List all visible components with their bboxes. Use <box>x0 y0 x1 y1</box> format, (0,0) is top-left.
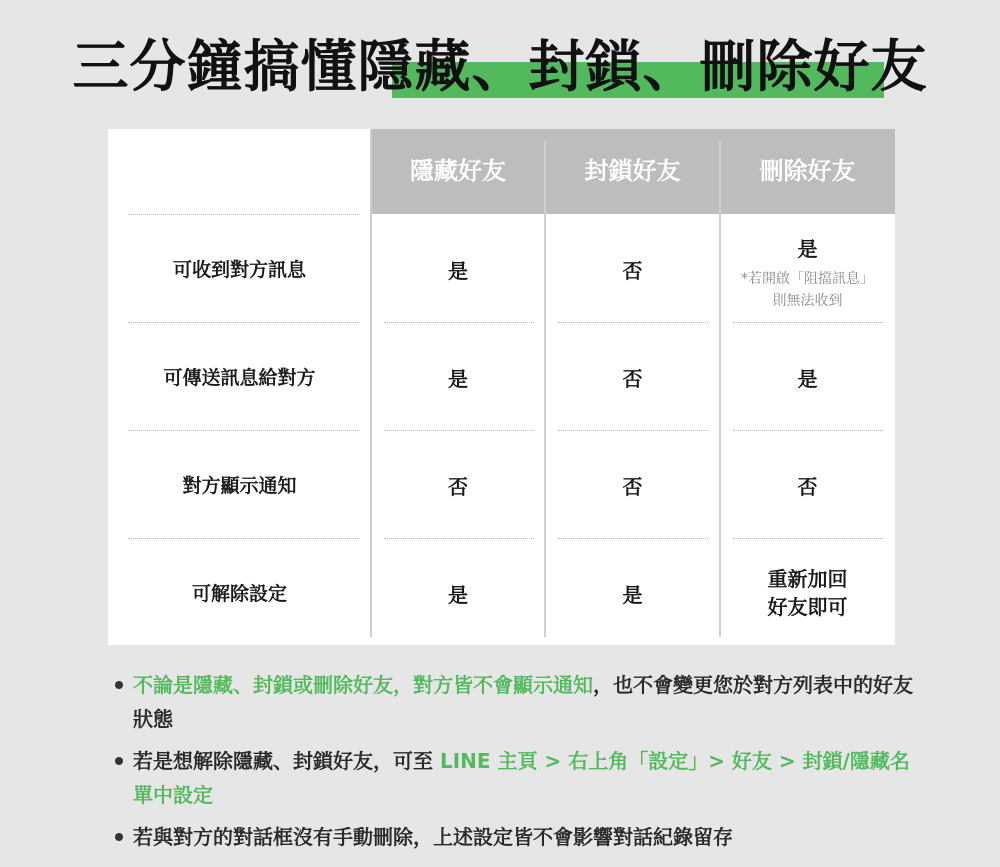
cell-note-line2: 則無法收到 <box>772 293 843 309</box>
row-divider <box>128 214 360 215</box>
row-divider <box>128 538 360 539</box>
row-divider <box>384 430 534 431</box>
row-label-notify: 對方顯示通知 <box>182 475 297 497</box>
title-area <box>0 30 1000 110</box>
row-divider <box>733 430 883 431</box>
row-divider <box>128 322 360 323</box>
cell-receive-delete <box>720 233 895 312</box>
note1-highlight: 不論是隱藏、封鎖或刪除好友，對方皆不會顯示通知 <box>133 673 593 697</box>
cell-undo-hide: 是 <box>448 583 468 607</box>
cell-receive-delete-value: 是 <box>797 237 818 261</box>
row-divider <box>558 430 708 431</box>
header-block: 封鎖好友 <box>584 157 681 185</box>
comparison-table <box>108 129 895 645</box>
note-item <box>115 668 915 736</box>
row-label-send: 可傳送訊息給對方 <box>163 367 316 389</box>
row-divider <box>558 538 708 539</box>
row-divider <box>384 538 534 539</box>
cell-undo-delete-line2: 好友即可 <box>767 595 848 619</box>
row-divider <box>558 322 708 323</box>
note1-text: ，也不會變更您於對方列表中的好友狀態 <box>133 673 913 731</box>
notes-list <box>115 668 915 862</box>
cell-undo-delete <box>720 565 895 621</box>
note2-highlight: LINE 主頁 > 右上角「設定」> 好友 > 封鎖/隱藏名單中設定 <box>133 749 910 807</box>
note2-text: 若是想解除隱藏、封鎖好友，可至 <box>133 749 440 773</box>
header-hide: 隱藏好友 <box>410 157 506 185</box>
cell-receive-hide: 是 <box>448 259 468 283</box>
cell-receive-block: 否 <box>622 259 643 283</box>
cell-notify-hide: 否 <box>448 475 468 499</box>
row-label-receive: 可收到對方訊息 <box>172 259 306 281</box>
cell-notify-block: 否 <box>622 475 643 499</box>
cell-send-block: 否 <box>622 367 643 391</box>
note-item <box>115 820 915 854</box>
cell-note-line1: *若開啟「阻擋訊息」 <box>741 271 874 287</box>
row-label-undo: 可解除設定 <box>191 583 287 605</box>
note-item <box>115 744 915 812</box>
cell-notify-delete: 否 <box>797 475 818 499</box>
bullet-dot-icon <box>115 833 123 841</box>
bullet-dot-icon <box>115 757 123 765</box>
page-title: 三分鐘搞懂隱藏、封鎖、刪除好友 <box>72 35 928 100</box>
header-delete: 刪除好友 <box>759 157 856 185</box>
cell-undo-delete-line1: 重新加回 <box>767 567 848 591</box>
row-divider <box>733 538 883 539</box>
cell-send-delete: 是 <box>797 367 818 391</box>
row-divider <box>384 322 534 323</box>
cell-send-hide: 是 <box>448 367 468 391</box>
row-divider <box>733 322 883 323</box>
note3-text: 若與對方的對話框沒有手動刪除，上述設定皆不會影響對話紀錄留存 <box>133 825 733 849</box>
cell-undo-block: 是 <box>622 583 643 607</box>
bullet-dot-icon <box>115 681 123 689</box>
row-divider <box>128 430 360 431</box>
